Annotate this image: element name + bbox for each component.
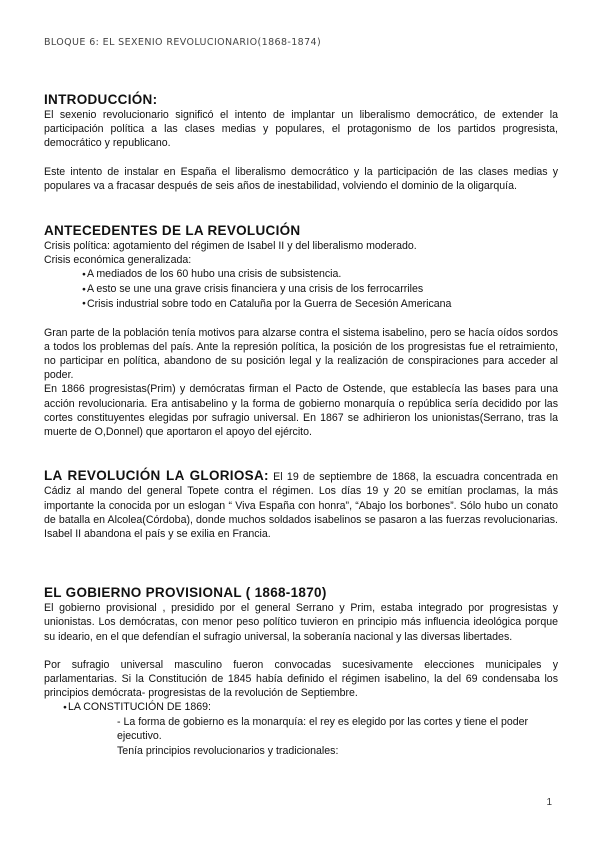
section-title-gobierno: EL GOBIERNO PROVISIONAL ( 1868-1870) — [44, 585, 327, 601]
gobierno-paragraph-2: Por sufragio universal masculino fueron convocadas sucesivamente elecciones municipales y parlamentarias. Si la Constitución de 1845 había definido el régimen isabelino, la del 69 condensaba los principios demócrata- progresistas de la revolución de Septiembre. — [44, 658, 558, 700]
gloriosa-text: El 19 de septiembre de 1868, la escuadra concentrada en Cádiz al mando del general Topete contra el régimen. Los días 19 y 20 se emitían proclamas, la más importante la conocida por un eslogan “ Viva España con honra”, “Abajo los borbones”. Sólo hubo un conato de batalla en Alcolea(Córdoba), donde muchos soldados isabelinos se pasaron a las fuerzas revolucionarias. Isabel II abandona el país y se exilia en Francia. — [44, 471, 558, 540]
list-item: ● A esto se une una grave crisis financiera y una crisis de los ferrocarriles — [82, 282, 558, 297]
constitucion-1869-bullet: ● LA CONSTITUCIÓN DE 1869: — [44, 700, 558, 715]
antecedentes-paragraph-2: En 1866 progresistas(Prim) y demócratas firman el Pacto de Ostende, que establecía las bases para una acción revolucionaria. Era antisabelino y la forma de gobierno monarquía o república sería decidido por las cortes constituyentes elegidas por sufragio universal. En 1867 se adhirieron los unionistas(Serrano, tras la muerte de O,Donnel) que aportaron el apoyo del ejército. — [44, 383, 558, 438]
antecedentes-paragraph-1: Gran parte de la población tenía motivos para alzarse contra el sistema isabelino, pero se hacía oídos sordos a todos los problemas del país. Ante la represión política, la posición de los progresistas fue el retraimiento, no participar en política, abandono de su posición legal y la realización de conspiraciones para acceder al poder. — [44, 326, 558, 382]
page-number: 1 — [546, 797, 552, 808]
section-title-gloriosa: LA REVOLUCIÓN LA GLORIOSA: — [44, 468, 269, 484]
section-gloriosa — [44, 469, 558, 541]
list-item: ● Crisis industrial sobre todo en Cataluña por la Guerra de Secesión Americana — [82, 297, 558, 312]
gloriosa-paragraph — [44, 469, 558, 541]
intro-paragraph-2: Este intento de instalar en España el liberalismo democrático y la participación de las clases medias y populares va a fracasar después de seis años de inestabilidad, volviendo el dominio de la oligarquía. — [44, 165, 558, 192]
constitucion-point-1: - La forma de gobierno es la monarquía: el rey es elegido por las cortes y tiene el poder ejecutivo. — [117, 716, 529, 743]
running-header: BLOQUE 6: EL SEXENIO REVOLUCIONARIO(1868-1874) — [44, 37, 322, 48]
section-antecedentes — [44, 223, 558, 439]
antecedentes-crisis-politica: Crisis política: agotamiento del régimen de Isabel II y del liberalismo moderado. — [44, 240, 417, 253]
antecedentes-crisis-economica: Crisis económica generalizada: — [44, 254, 192, 267]
section-title-introduccion: INTRODUCCIÓN: — [44, 92, 158, 107]
section-introduccion — [44, 92, 558, 193]
constitucion-point-2: Tenía principios revolucionarios y tradicionales: — [117, 744, 339, 757]
section-gobierno-provisional — [44, 585, 558, 758]
document-body — [44, 92, 558, 758]
intro-paragraph-1: El sexenio revolucionario significó el intento de implantar un liberalismo democrático, de extender la participación política a las clases medias y populares, el protagonismo de los partidos progresista, democrático y republicano. — [44, 109, 558, 150]
crisis-bullet-list — [44, 267, 558, 311]
list-item: ● A mediados de los 60 hubo una crisis de subsistencia. — [82, 267, 558, 282]
section-title-antecedentes: ANTECEDENTES DE LA REVOLUCIÓN — [44, 223, 301, 239]
gobierno-paragraph-1: El gobierno provisional , presidido por el general Serrano y Prim, estaba integrado por progresistas y unionistas. Los demócratas, con menor peso político tuvieron en principio más influencia ideológica porque su ideario, en el que defendían el sufragio universal, la soberanía nacional y las diversas libertades. — [44, 602, 558, 643]
